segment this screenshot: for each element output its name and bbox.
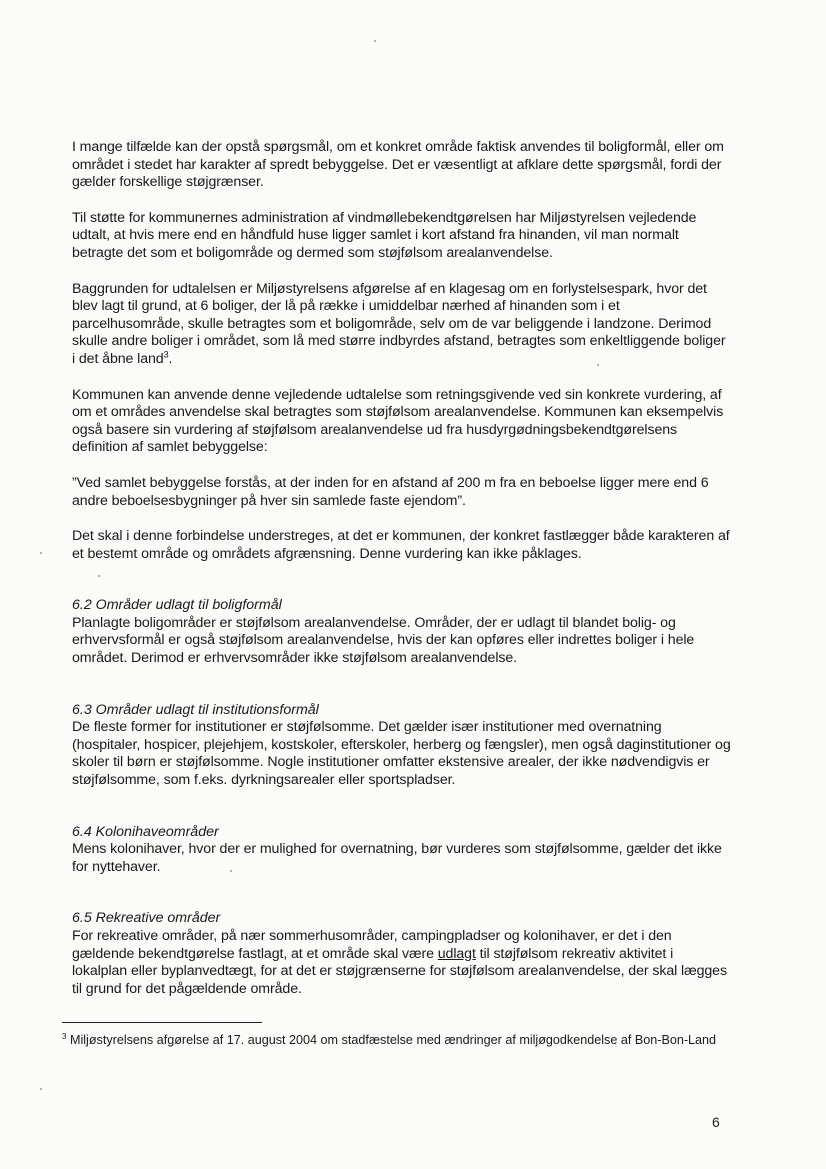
scan-speck	[40, 1088, 42, 1090]
section-heading-6-4: 6.4 Kolonihaveområder	[72, 823, 219, 840]
section-body-6-2: Planlagte boligområder er støjfølsom arealanvendelse. Områder, der er udlagt til blandet bolig- og erhvervsformål er også støjfølsom arealanvendelse, hvis der kan opføres eller indrettes boliger i hele området. Derimod er erhvervsområder ikke støjfølsom arealanvendelse.	[72, 614, 695, 667]
section-heading-6-3: 6.3 Områder udlagt til institutionsformål	[72, 701, 319, 718]
page-number: 6	[712, 1114, 720, 1130]
section-body-6-4: Mens kolonihaver, hvor der er mulighed for overnatning, bør vurderes som støjfølsomme, gælder det ikke for nyttehaver.	[72, 841, 722, 875]
paragraph-baggrund-end: .	[168, 350, 173, 367]
footnote-number: 3	[62, 1031, 67, 1041]
scan-speck	[98, 575, 100, 577]
footnote-reference: 3	[163, 349, 169, 360]
footnote-divider	[62, 1022, 262, 1023]
paragraph-baggrund-text: Baggrunden for udtalelsen er Miljøstyrelsens afgørelse af en klagesag om en forlystelsespark, hvor det blev lagt til grund, at 6 boliger, der lå på række i umiddelbar nærhed af hinanden som i et parcelhusområde, skulle betragtes som et boligområde, selv om de var beliggende i landzone. Derimod skulle andre boliger i området, som lå med større indbyrdes afstand, betragtes som enkeltliggende boliger i det åbne land	[72, 280, 726, 367]
paragraph-kommunen: Kommunen kan anvende denne vejledende udtalelse som retningsgivende ved sin konkrete vurdering, af om et områdes anvendelse skal betragtes som støjfølsom arealanvendelse. Kommunen kan eksempelvis også basere sin vurdering af støjfølsom arealanvendelse ud fra husdyrgødningsbekendtgørelsens definition af samlet bebyggelse:	[72, 386, 724, 456]
section-heading-6-2: 6.2 Områder udlagt til boligformål	[72, 597, 282, 614]
paragraph-understreges: Det skal i denne forbindelse understreges, at det er kommunen, der konkret fastlægger både karakteren af et bestemt område og områdets afgrænsning. Denne vurdering kan ikke påklages.	[72, 528, 730, 562]
section-body-6-5	[72, 928, 732, 998]
section-body-6-5-part-a: For rekreative områder, på nær sommerhusområder, campingpladser og kolonihaver, er det i den gældende bekendtgørelse fastlagt, at et område skal være	[72, 928, 672, 962]
paragraph-vejledning: Til støtte for kommunernes administration af vindmøllebekendtgørelsen har Miljøstyrelsen vejledende udtalt, at hvis mere end en håndfuld huse ligger samlet i kort afstand fra hinanden, vil man normalt betragte det som et boligområde og dermed som støjfølsom arealanvendelse.	[72, 209, 697, 261]
section-heading-6-5: 6.5 Rekreative områder	[72, 910, 221, 927]
paragraph-quote: ”Ved samlet bebyggelse forstås, at der inden for en afstand af 200 m fra en beboelse ligger mere end 6 andre beboelsesbygninger på hver sin samlede faste ejendom”.	[72, 474, 709, 509]
section-body-6-5-part-b: til støjfølsom rekreativ aktivitet i lokalplan eller byplanvedtægt, for at det er støjgrænserne for støjfølsom arealanvendelse, der skal lægges til grund for det pågældende område.	[72, 945, 727, 997]
paragraph-spoergsmaal: I mange tilfælde kan der opstå spørgsmål, om et konkret område faktisk anvendes til boligformål, eller om området i stedet har karakter af spredt bebyggelse. Det er væsentligt at afklare dette spørgsmål, fordi der gælder forskellige støjgrænser.	[72, 139, 724, 191]
underlined-word: udlagt	[437, 945, 476, 962]
scan-speck	[597, 364, 599, 366]
paragraph-baggrund	[72, 281, 732, 369]
footnote	[62, 1032, 732, 1048]
scan-speck	[374, 40, 376, 42]
scan-speck	[230, 870, 232, 872]
scan-speck	[40, 552, 42, 554]
section-body-6-3: De fleste former for institutioner er støjfølsomme. Det gælder især institutioner med overnatning (hospitaler, hospicer, plejehjem, kostskoler, efterskoler, herberg og fængsler), men også daginstitutioner og skoler til børn er støjfølsomme. Nogle institutioner omfatter ekstensive arealer, der ikke nødvendigvis er støjfølsomme, som f.eks. dyrkningsarealer eller sportspladser.	[72, 719, 731, 789]
footnote-text: Miljøstyrelsens afgørelse af 17. august 2004 om stadfæstelse med ændringer af miljøgodkendelse af Bon-Bon-Land	[66, 1033, 717, 1047]
body-text	[72, 139, 732, 998]
